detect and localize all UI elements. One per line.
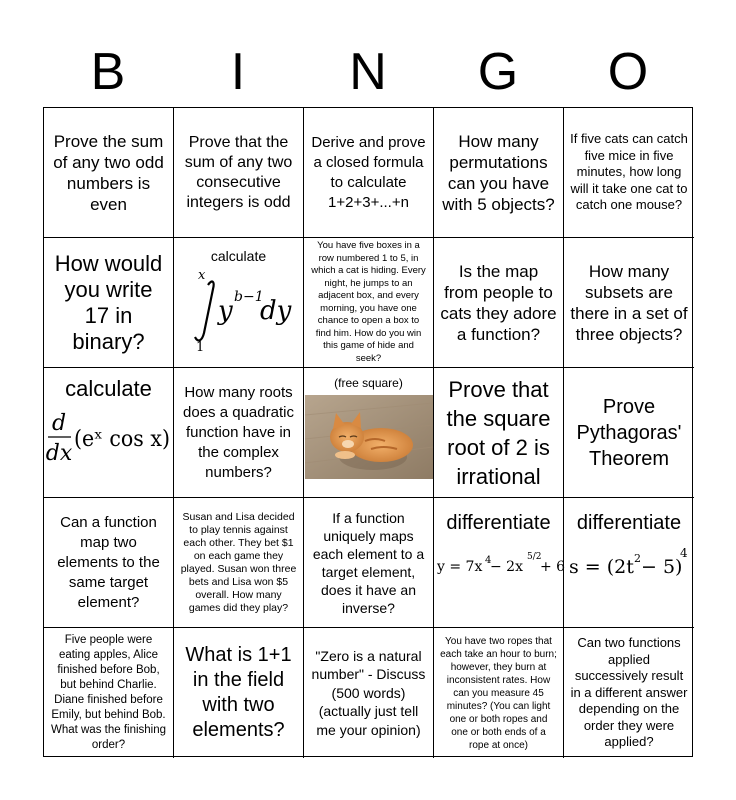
cell-text: calculate [65,376,152,401]
bingo-cell[interactable] [44,238,174,368]
poly-mid: − 2x [489,559,523,575]
bingo-cell[interactable] [564,498,694,628]
bingo-cell[interactable] [434,108,564,238]
cell-text: Can a function map two elements to the same target element? [57,513,160,611]
cell-text: Derive and prove a closed formula to calculate 1+2+3+...+n [311,133,426,211]
derivative-formula [47,404,171,474]
bingo-cell[interactable] [564,238,694,368]
integral-upper: x [197,268,205,283]
deriv-d: d [51,411,66,436]
bingo-cell[interactable] [434,498,564,628]
integral-lower: 1 [195,340,204,355]
cell-text: differentiate [446,512,551,534]
bingo-cell[interactable] [304,108,434,238]
bingo-cell[interactable] [44,498,174,628]
cell-text: Susan and Lisa decided to play tennis against each other. They bet $1 on each game they played. Susan won three bets and Lisa won $5 overall. How many games did they play? [180,510,297,614]
bingo-cell[interactable] [304,628,434,758]
bingo-cell[interactable] [174,108,304,238]
cell-text: How would you write 17 in binary? [54,250,163,354]
cell-text: Five people were eating apples, Alice finished before Bob, but behind Charlie. Diane finished before Emily, but behind Bob. What was the finishing order? [50,634,167,751]
cell-text: You have two ropes that each take an hour to burn; however, they burn at inconsistent rates. How can you measure 45 minutes? (You can light one or both ropes and one or both ends of a rope at once) [440,635,557,751]
bingo-cell[interactable] [44,368,174,498]
free-square-cell[interactable] [304,368,434,498]
cell-text: "Zero is a natural number" - Discuss (500 words) (actually just tell me your opinion) [311,647,426,738]
header-letter-g: G [477,43,519,101]
cell-text: Prove Pythagoras' Theorem [576,395,682,470]
polynomial-formula [436,537,565,587]
free-square-label: (free square) [334,376,403,390]
pow-lhs: s = (2t [569,556,634,578]
bingo-cell[interactable] [174,498,304,628]
cell-text: Prove that the sum of any two consecutive integers is odd [184,133,293,211]
header-letter-i: I [230,43,246,101]
cell-text: If a function uniquely maps each element to a target element, does it have an inverse? [312,509,425,616]
bingo-cell[interactable] [304,238,434,368]
cell-text: What is 1+1 in the field with two elements? [185,644,292,741]
cell-text: How many subsets are there in a set of three objects? [570,261,688,344]
integral-formula [184,267,294,353]
deriv-body: (eˣ cos x) [73,427,170,452]
integral-body: y [217,296,233,326]
cell-text: You have five boxes in a row numbered 1 to 5, in which a cat is hiding. Every night, he jumps to an adjacent box, and every morning, you have one chance to open a box to find him. How do you win this game of hide and seek? [311,240,426,364]
bingo-cell[interactable] [564,368,694,498]
bingo-cell[interactable] [434,368,564,498]
pow-exp1: 2 [634,552,641,565]
cell-text: How many roots does a quadratic function have in the complex numbers? [183,383,294,481]
poly-exp1: 4 [484,555,491,566]
cell-text: If five cats can catch five mice in five minutes, how long will it take one cat to catch one mouse? [570,131,688,213]
bingo-grid [43,107,693,757]
pow-exp2: 4 [680,546,688,560]
bingo-cell[interactable] [304,498,434,628]
cell-text: Prove that the square root of 2 is irrational [446,376,551,489]
header-letter-b: B [90,43,126,101]
bingo-cell[interactable] [434,238,564,368]
bingo-cell[interactable] [434,628,564,758]
bingo-cell[interactable] [44,628,174,758]
bingo-header [43,42,693,102]
poly-exp2: 5/2 [526,552,541,562]
deriv-dx: dx [45,441,72,466]
pow-mid: − 5) [641,556,683,578]
bingo-cell[interactable] [174,238,304,368]
bingo-cell[interactable] [174,368,304,498]
integral-dy: dy [259,296,291,326]
cell-text: differentiate [576,512,682,534]
cell-text: Is the map from people to cats they adore a function? [440,261,557,344]
integral-exponent: b−1 [233,289,264,305]
header-letter-o: O [607,43,649,101]
cell-text: calculate [210,248,267,264]
bingo-cell[interactable] [44,108,174,238]
header-letter-n: N [349,43,387,101]
poly-end: + 6 [539,559,565,575]
cell-text: Prove the sum of any two odd numbers is even [53,131,164,214]
bingo-cell[interactable] [174,628,304,758]
power-formula [567,537,691,587]
cell-text: Can two functions applied successively result in a different answer depending on the order they were applied? [570,635,688,750]
integral-sign [195,282,214,341]
cat-photo [305,395,433,479]
bingo-cell[interactable] [564,108,694,238]
poly-lhs: y = 7x [436,559,482,575]
bingo-cell[interactable] [564,628,694,758]
cell-text: How many permutations can you have with 5 objects? [442,131,555,214]
